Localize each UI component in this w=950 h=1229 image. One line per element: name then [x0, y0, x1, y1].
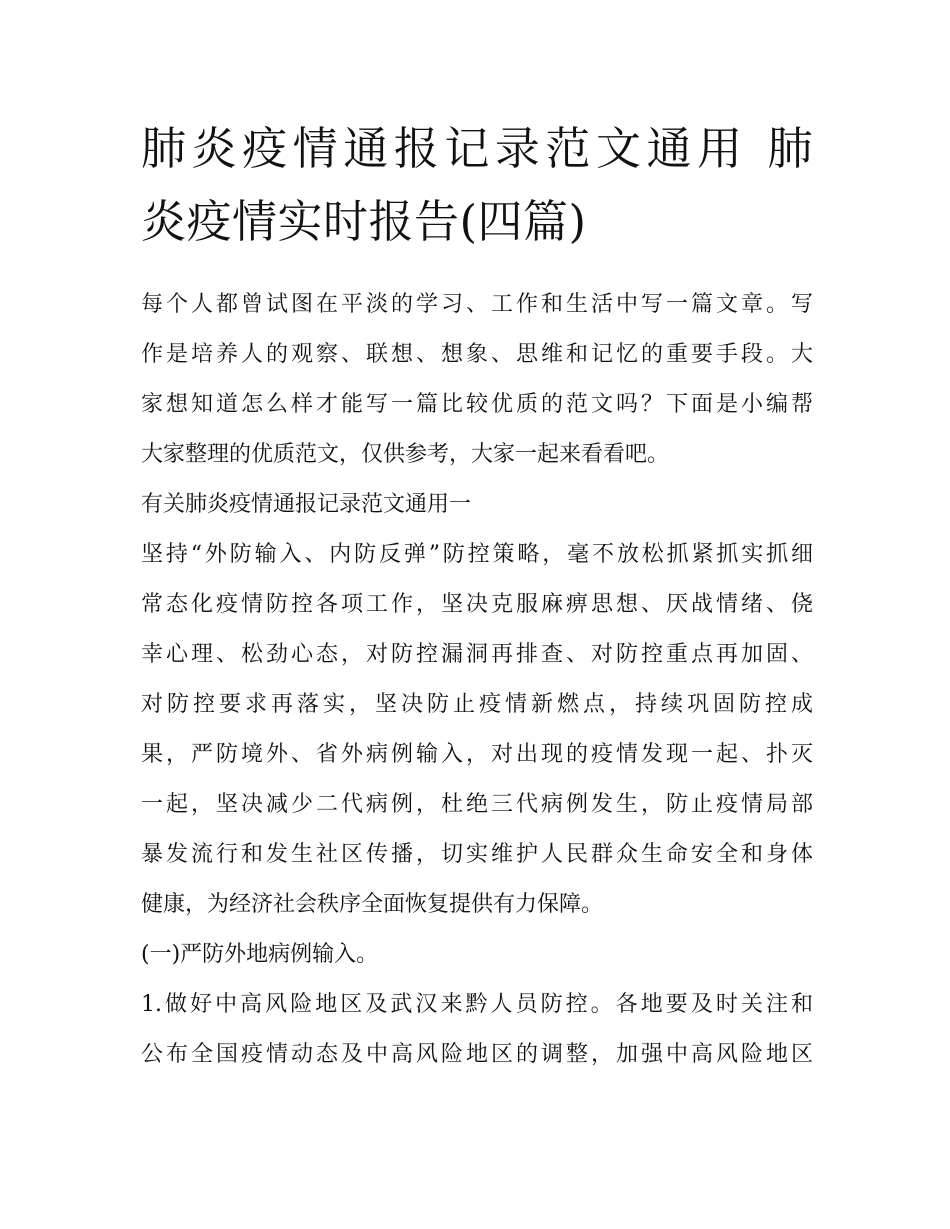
section-heading-text: 有关肺炎疫情通报记录范文通用一: [141, 492, 472, 517]
section-heading: [141, 480, 813, 530]
body-line: 对防控要求再落实，坚决防止疫情新燃点，持续巩固防控成: [141, 692, 813, 717]
intro-line: 作是培养人的观察、联想、想象、思维和记忆的重要手段。大: [141, 342, 813, 367]
sub-heading-text: (一)严防外地病例输入。: [141, 942, 379, 967]
body-line: 暴发流行和发生社区传播，切实维护人民群众生命安全和身体: [141, 842, 813, 867]
body-line: 幸心理、松劲心态，对防控漏洞再排查、对防控重点再加固、: [141, 642, 813, 667]
body-line: 常态化疫情防控各项工作，坚决克服麻痹思想、厌战情绪、侥: [141, 592, 813, 617]
intro-line: 大家整理的优质范文，仅供参考，大家一起来看看吧。: [141, 442, 670, 467]
item-paragraph: [141, 980, 813, 1080]
title-line: 肺炎疫情通报记录范文通用 肺: [141, 122, 813, 175]
body-line: 坚持“外防输入、内防反弹”防控策略，毫不放松抓紧抓实抓细: [141, 542, 813, 567]
document-title: [141, 112, 813, 258]
body-line: 果，严防境外、省外病例输入，对出现的疫情发现一起、扑灭: [141, 742, 813, 767]
sub-heading: [141, 930, 813, 980]
body-line: 一起，坚决减少二代病例，杜绝三代病例发生，防止疫情局部: [141, 792, 813, 817]
body-line: 健康，为经济社会秩序全面恢复提供有力保障。: [141, 892, 604, 917]
intro-line: 每个人都曾试图在平淡的学习、工作和生活中写一篇文章。写: [141, 292, 813, 317]
item-line: 公布全国疫情动态及中高风险地区的调整，加强中高风险地区: [141, 1042, 813, 1067]
document-page: [141, 112, 813, 1080]
intro-paragraph: [141, 280, 813, 480]
item-line: 1.做好中高风险地区及武汉来黔人员防控。各地要及时关注和: [141, 992, 813, 1017]
intro-line: 家想知道怎么样才能写一篇比较优质的范文吗？下面是小编帮: [141, 392, 813, 417]
body-paragraph: [141, 530, 813, 930]
title-line: 炎疫情实时报告(四篇): [141, 195, 587, 248]
